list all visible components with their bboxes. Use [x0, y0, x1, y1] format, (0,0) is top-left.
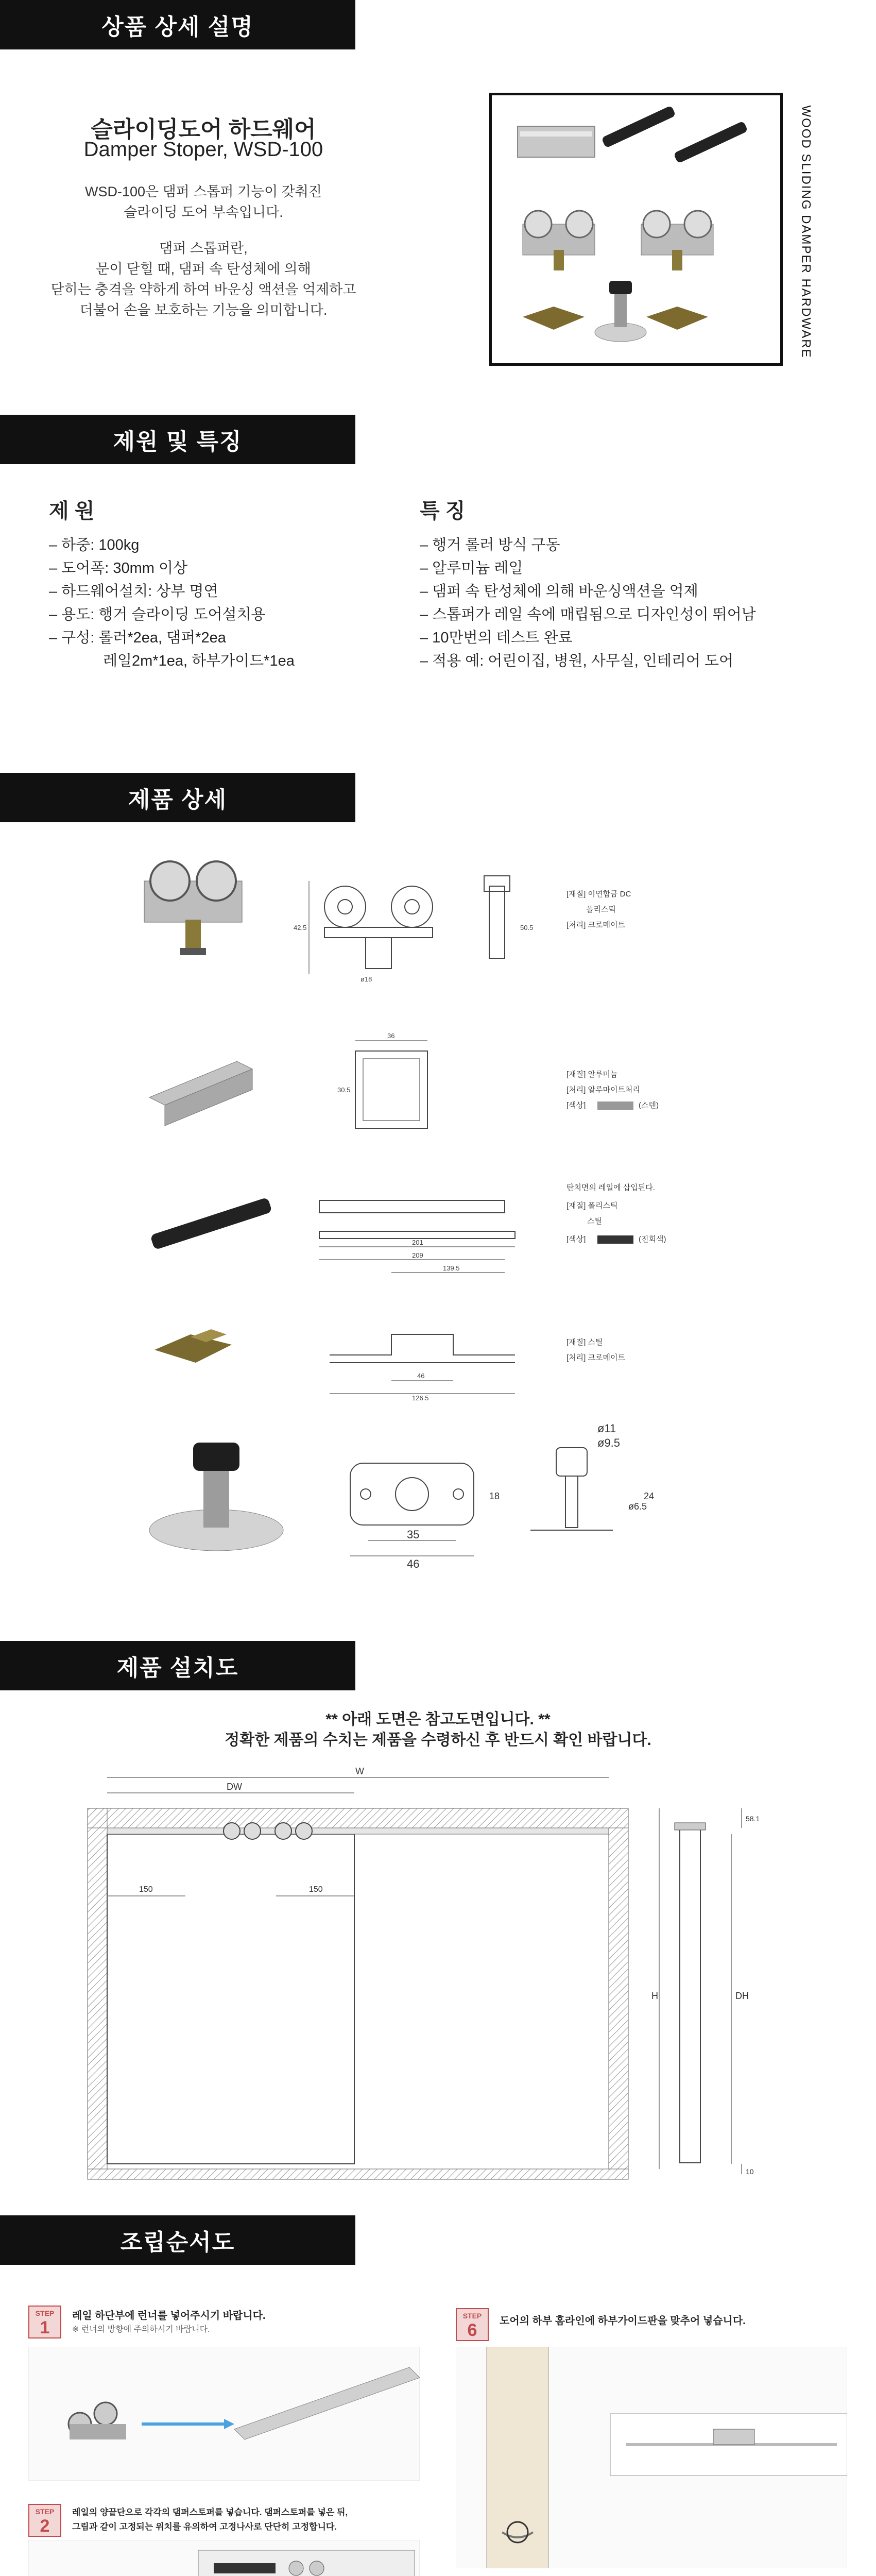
spec-item: – 구성: 롤러*2ea, 댐퍼*2ea: [49, 630, 226, 646]
damper-note: [색상]: [566, 1235, 586, 1244]
dim-label: 42.5: [294, 924, 307, 931]
install-note: 정확한 제품의 수치는 제품을 수령하신 후 반드시 확인 바랍니다.: [225, 1732, 651, 1749]
dim-label: W: [355, 1766, 364, 1776]
step-2-illustration: [28, 2540, 420, 2576]
dim-label: H: [651, 1991, 658, 2001]
feature-item: – 알루미늄 레일: [420, 560, 523, 577]
step-word: STEP: [35, 2507, 55, 2516]
step-sub: ※ 런너의 방향에 주의하시기 바랍니다.: [72, 2325, 210, 2334]
dim-label: 209: [412, 1251, 423, 1259]
rail-detail: [134, 1020, 803, 1154]
damper-note: [재질] 폴리스틱: [566, 1201, 618, 1210]
dim-label: ø11: [597, 1422, 616, 1435]
dim-label: DH: [735, 1991, 749, 2001]
specs-heading: 제 원: [49, 500, 95, 522]
damper-note: 탄치면의 레일에 삽입된다.: [566, 1183, 655, 1192]
feature-item: – 댐퍼 속 탄성체에 의해 바운싱액션을 억제: [420, 583, 698, 600]
product-photo-frame: [489, 93, 783, 366]
dim-label: ø6.5: [628, 1501, 647, 1512]
step-1-illustration: [28, 2347, 420, 2481]
step-title: 레일 하단부에 런너를 넣어주시기 바랍니다.: [72, 2310, 266, 2321]
step-word: STEP: [462, 2312, 482, 2320]
rail-note: [재질] 알루미늄: [566, 1070, 618, 1079]
step-badge-2: [28, 2504, 61, 2537]
roller-note: [재질] 이연합금 DC: [566, 890, 631, 899]
section-header-assembly: [0, 2215, 355, 2265]
intro-line: 문이 닫힐 때, 댐퍼 속 탄성체에 의해: [96, 261, 311, 277]
dim-label: ø18: [360, 975, 372, 983]
dim-label: 18: [489, 1491, 500, 1501]
spec-item: – 용도: 행거 슬라이딩 도어설치용: [49, 606, 266, 623]
damper-note: 스틸: [587, 1217, 602, 1226]
section-title: 제품 상세: [128, 787, 228, 812]
step-number: 6: [467, 2320, 477, 2340]
spec-item: – 하중: 100kg: [49, 537, 140, 553]
intro-line: 더불어 손을 보호하는 기능을 의미합니다.: [79, 302, 328, 318]
dim-label: 50.5: [520, 924, 534, 931]
product-title-en: Damper Stoper, WSD-100: [83, 138, 323, 161]
product-photo: [492, 95, 780, 363]
intro-line: 댐퍼 스톱퍼란,: [159, 241, 248, 256]
intro-line: 슬라이딩 도어 부속입니다.: [124, 205, 283, 220]
dim-label: 36: [387, 1032, 395, 1040]
vertical-label-wrap: [796, 93, 816, 371]
feature-item: – 스톱퍼가 레일 속에 매립됨으로 디자인성이 뛰어남: [420, 606, 756, 623]
features-heading: 특 징: [420, 500, 466, 522]
intro-line: 닫히는 충격을 약하게 하여 바운싱 액션을 억제하고: [50, 282, 356, 297]
section-title: 상품 상세 설명: [101, 14, 254, 40]
feature-item: – 10만번의 테스트 완료: [420, 630, 573, 646]
dim-label: 10: [746, 2167, 754, 2176]
dim-label: 150: [309, 1885, 323, 1894]
intro-line: WSD-100은 댐퍼 스톱퍼 기능이 갖춰진: [84, 184, 322, 199]
step-number: 2: [40, 2516, 50, 2536]
vertical-label: WOOD SLIDING DAMPER HARDWARE: [799, 105, 814, 359]
bracket-note: [재질] 스틸: [566, 1338, 603, 1347]
step-word: STEP: [35, 2309, 55, 2317]
dim-label: ø9.5: [597, 1436, 621, 1449]
step-badge-6: [456, 2308, 489, 2341]
spec-item: – 하드웨어설치: 상부 명연: [49, 583, 218, 600]
section-title: 제원 및 특징: [113, 429, 243, 454]
roller-detail: [134, 845, 803, 999]
step-title: 도어의 하부 홈라인에 하부가이드판을 맞추어 넣습니다.: [500, 2315, 746, 2327]
spec-item: – 도어폭: 30mm 이상: [49, 560, 187, 577]
step-title: 레일의 양끝단으로 각각의 댐퍼스토퍼를 넣습니다. 댐퍼스토퍼를 넣은 뒤,: [72, 2507, 348, 2517]
dim-label: 201: [412, 1239, 423, 1246]
damper-note: (진회색): [639, 1235, 666, 1244]
damper-detail: [134, 1170, 803, 1283]
bracket-detail: [134, 1298, 803, 1401]
dim-label: 46: [407, 1557, 420, 1570]
dim-label: 150: [139, 1885, 153, 1894]
bracket-note: [처리] 크로메이트: [566, 1353, 625, 1362]
step-badge-1: [28, 2306, 61, 2338]
roller-note: [처리] 크로메이트: [566, 921, 625, 929]
step-6-illustration: [456, 2347, 847, 2568]
dim-label: 58.1: [746, 1815, 760, 1823]
section-header-specs: [0, 415, 355, 464]
dim-label: 46: [417, 1372, 425, 1380]
dim-label: 139.5: [443, 1264, 460, 1272]
rail-note: (스텐): [639, 1101, 659, 1110]
product-title-ko: 슬라이딩도어 하드웨어: [91, 117, 316, 142]
guide-detail: [134, 1417, 803, 1571]
section-title: 조립순서도: [120, 2230, 235, 2255]
dim-label: 30.5: [337, 1086, 351, 1094]
section-header-product-detail: [0, 773, 355, 822]
step-number: 1: [40, 2318, 50, 2337]
install-drawing: [77, 1762, 809, 2200]
section-header-detail: [0, 0, 355, 49]
section-title: 제품 설치도: [116, 1655, 239, 1681]
spec-item: 레일2m*1ea, 하부가이드*1ea: [103, 653, 295, 669]
feature-item: – 적용 예: 어린이집, 병원, 사무실, 인테리어 도어: [420, 653, 734, 669]
rail-note: [색상]: [566, 1101, 586, 1110]
dim-label: 126.5: [412, 1394, 429, 1401]
roller-note: 폴리스틱: [586, 905, 616, 914]
rail-note: [처리] 알루마이트처리: [566, 1086, 640, 1094]
dim-label: 35: [407, 1528, 420, 1541]
install-note: ** 아래 도면은 참고도면입니다. **: [325, 1711, 551, 1728]
dim-label: DW: [227, 1782, 242, 1792]
dim-label: 24: [644, 1491, 655, 1501]
feature-item: – 행거 롤러 방식 구동: [420, 537, 560, 553]
section-header-install: [0, 1641, 355, 1690]
step-sub: 그림과 같이 고정되는 위치를 유의하여 고정나사로 단단히 고정합니다.: [72, 2522, 337, 2532]
